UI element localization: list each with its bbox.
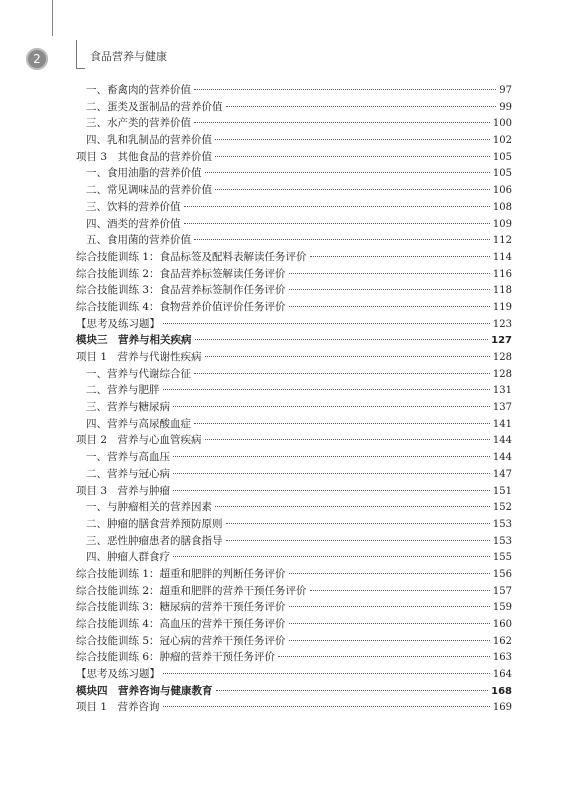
toc-entry[interactable] — [76, 633, 512, 650]
dot-leader — [195, 339, 489, 340]
toc-entry[interactable] — [76, 616, 512, 633]
toc-entry-title: 综合技能训练 2：食品营养标签解读任务评价 — [76, 267, 286, 280]
toc-entry[interactable] — [76, 266, 512, 283]
toc-entry-title: 二、常见调味品的营养价值 — [86, 184, 212, 197]
toc-entry-page: 114 — [492, 251, 512, 263]
dot-leader — [194, 423, 490, 424]
toc-entry-page: 168 — [491, 685, 512, 697]
dot-leader — [215, 506, 490, 507]
dot-leader — [278, 656, 490, 657]
dot-leader — [173, 406, 490, 407]
toc-entry-title: 模块三 营养与相关疾病 — [76, 334, 192, 347]
toc-entry-page: 153 — [492, 518, 512, 530]
dot-leader — [194, 373, 490, 374]
toc-entry-title: 一、与肿瘤相关的营养因素 — [86, 501, 212, 514]
toc-entry[interactable] — [76, 182, 512, 199]
toc-entry-title: 模块四 营养咨询与健康教育 — [76, 684, 213, 697]
dot-leader — [215, 139, 490, 140]
toc-entry-title: 项目 3 营养与肿瘤 — [76, 484, 171, 497]
toc-entry[interactable] — [76, 382, 512, 399]
toc-entry-page: 131 — [492, 385, 512, 397]
toc-entry-page: 108 — [492, 201, 512, 213]
toc-entry-page: 151 — [492, 485, 512, 497]
dot-leader — [194, 89, 496, 90]
header-rule — [52, 0, 53, 36]
dot-leader — [226, 106, 497, 107]
toc-entry-title: 二、营养与冠心病 — [86, 467, 170, 480]
toc-entry-title: 综合技能训练 5：冠心病的营养干预任务评价 — [76, 634, 286, 647]
dot-leader — [205, 439, 490, 440]
dot-leader — [289, 306, 490, 307]
toc-entry-title: 综合技能训练 3：食品营养标签制作任务评价 — [76, 284, 286, 297]
dot-leader — [173, 473, 490, 474]
toc-entry[interactable] — [76, 232, 512, 249]
toc-entry[interactable] — [76, 699, 512, 716]
toc-entry-title: 项目 3 其他食品的营养价值 — [76, 150, 213, 163]
toc-entry[interactable] — [76, 583, 512, 600]
dot-leader — [163, 323, 490, 324]
toc-entry[interactable] — [76, 432, 512, 449]
toc-entry-page: 119 — [492, 301, 512, 313]
dot-leader — [205, 356, 490, 357]
toc-entry-title: 四、乳和乳制品的营养价值 — [86, 134, 212, 147]
toc-entry-title: 二、营养与肥胖 — [86, 384, 160, 397]
toc-entry-page: 105 — [492, 168, 512, 180]
toc-entry-title: 综合技能训练 2：超重和肥胖的营养干预任务评价 — [76, 584, 307, 597]
toc-entry[interactable] — [76, 216, 512, 233]
toc-entry[interactable] — [76, 549, 512, 566]
toc-module-entry[interactable] — [76, 332, 512, 349]
toc-entry-title: 综合技能训练 4：食物营养价值评价任务评价 — [76, 300, 286, 313]
dot-leader — [163, 389, 490, 390]
toc-entry-title: 项目 1 营养咨询 — [76, 701, 160, 714]
toc-entry-title: 四、酒类的营养价值 — [86, 217, 181, 230]
toc-entry-page: 128 — [492, 352, 512, 363]
page-number: 2 — [33, 52, 41, 66]
toc-entry[interactable] — [76, 165, 512, 182]
toc-entry[interactable] — [76, 649, 512, 666]
dot-leader — [194, 239, 490, 240]
toc-entry-page: 160 — [492, 619, 512, 630]
toc-entry-page: 152 — [492, 502, 512, 514]
running-header-title: 食品营养与健康 — [90, 50, 167, 63]
dot-leader — [163, 673, 490, 674]
toc-entry[interactable] — [76, 416, 512, 433]
toc-entry-title: 【思考及练习题】 — [76, 317, 160, 330]
table-of-contents — [76, 82, 512, 716]
dot-leader — [184, 223, 490, 224]
dot-leader — [173, 490, 490, 491]
toc-entry-page: 97 — [499, 85, 512, 96]
toc-entry[interactable] — [76, 566, 512, 583]
dot-leader — [289, 273, 490, 274]
toc-entry[interactable] — [76, 399, 512, 416]
toc-entry[interactable] — [76, 316, 512, 333]
toc-entry[interactable] — [76, 499, 512, 516]
toc-entry-page: 164 — [492, 669, 512, 681]
toc-entry-title: 三、恶性肿瘤患者的膳食指导 — [86, 534, 223, 547]
dot-leader — [216, 690, 489, 691]
toc-entry[interactable] — [76, 366, 512, 383]
toc-entry-page: 128 — [492, 368, 512, 380]
toc-entry-title: 二、肿瘤的膳食营养预防原则 — [86, 517, 223, 530]
toc-entry-title: 四、肿瘤人群食疗 — [86, 551, 170, 564]
dot-leader — [226, 523, 490, 524]
dot-leader — [173, 556, 490, 557]
toc-entry-page: 156 — [492, 568, 512, 580]
dot-leader — [215, 189, 490, 190]
toc-entry-page: 144 — [492, 435, 512, 447]
toc-entry-page: 159 — [492, 602, 512, 614]
toc-entry-page: 153 — [492, 535, 512, 547]
dot-leader — [289, 623, 490, 624]
toc-entry-title: 综合技能训练 1：超重和肥胖的判断任务评价 — [76, 567, 286, 580]
toc-entry-title: 综合技能训练 3：糖尿病的营养干预任务评价 — [76, 601, 286, 614]
toc-entry[interactable] — [76, 82, 512, 99]
toc-entry-title: 综合技能训练 1：食品标签及配料表解读任务评价 — [76, 250, 307, 263]
header-corner-mark — [76, 40, 85, 69]
toc-entry-title: 项目 1 营养与代谢性疾病 — [76, 351, 202, 363]
toc-entry-page: 137 — [492, 402, 512, 414]
toc-entry-title: 综合技能训练 4：高血压的营养干预任务评价 — [76, 618, 286, 630]
toc-entry-page: 112 — [492, 235, 512, 247]
toc-entry-title: 一、食用油脂的营养价值 — [86, 167, 202, 180]
toc-module-entry[interactable] — [76, 683, 512, 700]
toc-entry-page: 157 — [492, 585, 512, 597]
toc-entry[interactable] — [76, 349, 512, 366]
toc-entry[interactable] — [76, 99, 512, 116]
dot-leader — [289, 289, 490, 290]
toc-entry-title: 五、食用菌的营养价值 — [86, 234, 191, 247]
toc-entry-page: 147 — [492, 468, 512, 480]
toc-entry-title: 三、饮料的营养价值 — [86, 200, 181, 213]
dot-leader — [194, 122, 490, 123]
toc-entry[interactable] — [76, 115, 512, 132]
page-number-badge — [26, 48, 48, 70]
dot-leader — [173, 456, 490, 457]
toc-entry-page: 162 — [492, 635, 512, 647]
dot-leader — [289, 606, 490, 607]
toc-entry-page: 99 — [499, 101, 512, 113]
toc-entry[interactable] — [76, 132, 512, 149]
toc-entry-page: 100 — [492, 118, 512, 130]
toc-entry[interactable] — [76, 299, 512, 316]
toc-entry[interactable] — [76, 483, 512, 500]
toc-entry[interactable] — [76, 599, 512, 616]
toc-entry-title: 【思考及练习题】 — [76, 668, 160, 681]
toc-entry-page: 105 — [492, 151, 512, 163]
dot-leader — [310, 590, 490, 591]
toc-entry-title: 一、畜禽肉的营养价值 — [86, 84, 191, 96]
dot-leader — [163, 706, 490, 707]
toc-entry-page: 102 — [492, 135, 512, 147]
toc-entry-page: 106 — [492, 185, 512, 197]
toc-entry-page: 155 — [492, 552, 512, 564]
toc-entry[interactable] — [76, 282, 512, 299]
toc-entry-title: 三、营养与糖尿病 — [86, 401, 170, 414]
toc-entry-page: 109 — [492, 218, 512, 230]
toc-entry-title: 项目 2 营养与心血管疾病 — [76, 434, 202, 447]
toc-entry-page: 163 — [492, 652, 512, 664]
dot-leader — [184, 206, 490, 207]
toc-entry-title: 三、水产类的营养价值 — [86, 117, 191, 130]
toc-entry[interactable] — [76, 249, 512, 266]
toc-entry[interactable] — [76, 199, 512, 216]
dot-leader — [205, 172, 490, 173]
toc-entry-page: 141 — [492, 418, 512, 430]
toc-entry-title: 一、营养与高血压 — [86, 451, 170, 464]
dot-leader — [310, 256, 490, 257]
dot-leader — [289, 573, 490, 574]
toc-entry-title: 综合技能训练 6：肿瘤的营养干预任务评价 — [76, 651, 276, 664]
toc-entry-page: 127 — [491, 335, 512, 347]
toc-entry[interactable] — [76, 449, 512, 466]
toc-entry-page: 116 — [492, 268, 512, 280]
toc-entry-page: 169 — [492, 702, 512, 714]
toc-entry-page: 118 — [492, 285, 512, 297]
dot-leader — [226, 540, 490, 541]
dot-leader — [289, 640, 490, 641]
toc-entry-title: 二、蛋类及蛋制品的营养价值 — [86, 100, 223, 113]
toc-entry[interactable] — [76, 666, 512, 683]
toc-entry-title: 四、营养与高尿酸血症 — [86, 417, 191, 430]
toc-entry[interactable] — [76, 533, 512, 550]
toc-entry[interactable] — [76, 149, 512, 166]
toc-entry-title: 一、营养与代谢综合征 — [86, 367, 191, 380]
toc-entry[interactable] — [76, 466, 512, 483]
dot-leader — [215, 156, 490, 157]
toc-entry-page: 123 — [492, 318, 512, 330]
toc-entry[interactable] — [76, 516, 512, 533]
toc-entry-page: 144 — [492, 452, 512, 464]
